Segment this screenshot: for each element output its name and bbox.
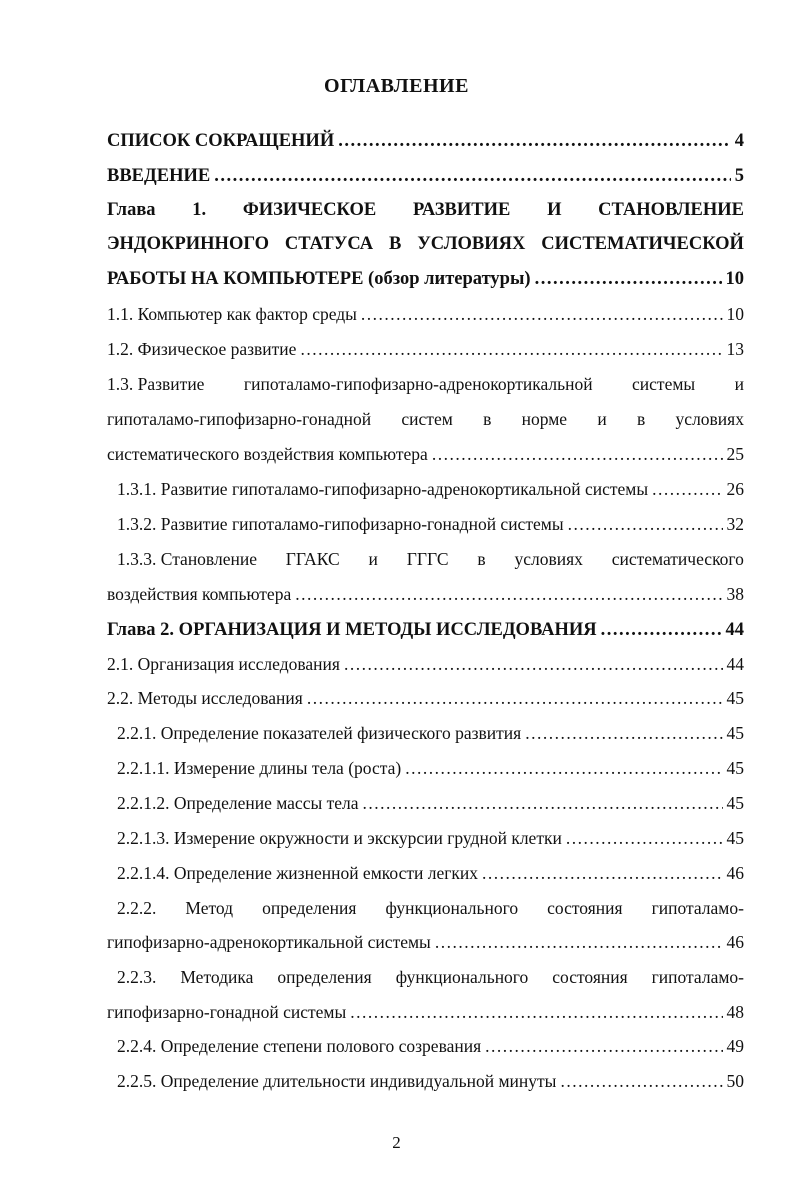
toc-entry-text: 1.2. Физическое развитие [107,339,297,359]
leader-dots [214,163,731,189]
toc-entry-text: 2.2.1.2. Определение массы тела [117,793,359,813]
leader-dots [601,617,722,643]
toc-entry [107,336,744,362]
toc-entry [117,1068,744,1094]
toc-entry-text: систематического воздействия компьютера [107,444,428,464]
toc-entry-text: 2.2.5. Определение длительности индивидуальной минуты [117,1071,557,1091]
toc-entry-text: 1.3.1. Развитие гипоталамо-гипофизарно-адренокортикальной системы [117,479,649,499]
word: СТАНОВЛЕНИЕ [598,200,744,220]
toc-entry [107,999,744,1025]
word: И [547,200,562,220]
toc-entry-page: 5 [734,166,744,186]
toc-entry-page: 38 [726,584,744,604]
leader-dots [432,441,723,467]
toc-entry-wrapped [117,895,744,921]
toc-entry-text: 2.2.1.3. Измерение окружности и экскурсии грудной клетки [117,828,562,848]
word: 1. [192,200,207,220]
page-number: 2 [392,1133,401,1152]
page-title: ОГЛАВЛЕНИЕ [324,75,469,97]
leader-dots [338,128,731,154]
toc-entry-page: 48 [726,1002,744,1022]
toc-entry-page: 45 [726,758,744,778]
word: условиях [514,549,583,569]
word: состояния [552,967,628,987]
toc-entry-wrapped [107,231,744,257]
word: В [389,234,402,254]
word: Метод [185,898,234,918]
toc-entry-page: 32 [726,514,744,534]
toc-entry [107,617,744,643]
toc-entry-page: 4 [734,131,744,151]
toc-entry [107,128,744,154]
toc-entry-text: СПИСОК СОКРАЩЕНИЙ [107,131,335,151]
word: гипоталамо-гипофизарно-адренокортикальной [243,374,593,394]
leader-dots [525,720,722,746]
leader-dots [361,301,723,327]
toc-entry [117,755,744,781]
leader-dots [482,860,722,886]
word: Методика [180,967,254,987]
toc-entry-page: 25 [726,444,744,464]
leader-dots [363,790,723,816]
toc-entry-page: 50 [726,1071,744,1091]
word: условиях [675,409,744,429]
word: 2.2.2. [117,898,157,918]
leader-dots [485,1033,722,1059]
word: состояния [547,898,623,918]
toc-entry-text: РАБОТЫ НА КОМПЬЮТЕРЕ (обзор литературы) [107,269,531,289]
toc-entry-text: Глава 2. ОРГАНИЗАЦИЯ И МЕТОДЫ ИССЛЕДОВАНИЯ [107,620,597,640]
leader-dots [295,581,722,607]
toc-entry [117,511,744,537]
toc-entry [117,825,744,851]
toc-entry-text: 2.1. Организация исследования [107,654,340,674]
toc-entry-wrapped [107,406,744,432]
word: и [368,549,378,569]
word: ФИЗИЧЕСКОЕ [242,200,377,220]
leader-dots [560,1068,722,1094]
word: функционального [385,898,519,918]
toc-entry [117,720,744,746]
toc-entry-text: 1.3.2. Развитие гипоталамо-гипофизарно-гонадной системы [117,514,564,534]
toc-entry [107,441,744,467]
word: определения [277,967,372,987]
toc-entry-page: 49 [726,1036,744,1056]
toc-entry-text: гипофизарно-гонадной системы [107,1002,347,1022]
word: и [734,374,744,394]
word: УСЛОВИЯХ [417,234,526,254]
word: в [483,409,492,429]
toc-entry-page: 45 [726,723,744,743]
toc-entry-text: 2.2.1. Определение показателей физического развития [117,723,522,743]
leader-dots [405,755,722,781]
word: в [477,549,486,569]
toc-entry-page: 44 [726,654,744,674]
toc-entry-page: 46 [726,863,744,883]
word: 2.2.3. [117,967,157,987]
word: системы [632,374,696,394]
word: ЭНДОКРИННОГО [107,234,270,254]
word: 1.3. Развитие [107,374,205,394]
toc-entry-page: 10 [726,304,744,324]
toc-entry-page: 46 [726,932,744,952]
toc-entry-wrapped [107,197,744,223]
toc-entry-text: 1.1. Компьютер как фактор среды [107,304,357,324]
toc-entry [117,476,744,502]
toc-entry-text: 2.2. Методы исследования [107,688,303,708]
word: СТАТУСА [284,234,374,254]
leader-dots [307,685,723,711]
toc-entry-text: воздействия компьютера [107,584,292,604]
leader-dots [566,825,723,851]
word: ГГАКС [285,549,340,569]
toc-entry-text: гипофизарно-адренокортикальной системы [107,932,431,952]
toc-entry [107,685,744,711]
word: РАЗВИТИЕ [412,200,511,220]
word: гипоталамо- [651,898,744,918]
toc-entry-page: 45 [726,688,744,708]
toc-entry-wrapped [107,371,744,397]
word: в [637,409,646,429]
toc-entry-text: ВВЕДЕНИЕ [107,166,211,186]
toc-entry-page: 13 [726,339,744,359]
toc-entry-wrapped [117,546,744,572]
toc-entry [107,266,744,292]
leader-dots [344,651,723,677]
toc-entry [107,581,744,607]
toc-entry [117,1033,744,1059]
leader-dots [568,511,723,537]
toc-entry-wrapped [117,964,744,990]
leader-dots [350,999,722,1025]
word: определения [262,898,357,918]
leader-dots [435,929,723,955]
toc-entry [107,651,744,677]
word: 1.3.3. Становление [117,549,257,569]
leader-dots [535,266,722,292]
toc-entry [107,163,744,189]
toc-entry-text: 2.2.1.1. Измерение длины тела (роста) [117,758,402,778]
toc-entry-page: 10 [725,269,744,289]
leader-dots [652,476,722,502]
word: СИСТЕМАТИЧЕСКОЙ [541,234,744,254]
toc-entry-page: 45 [726,828,744,848]
word: систем [401,409,453,429]
word: и [597,409,607,429]
toc-entry-page: 44 [725,620,744,640]
toc-entry [107,929,744,955]
word: гипоталамо- [651,967,744,987]
toc-entry-text: 2.2.1.4. Определение жизненной емкости легких [117,863,479,883]
word: норме [521,409,568,429]
word: функционального [395,967,529,987]
toc-entry-text: 2.2.4. Определение степени полового созревания [117,1036,482,1056]
toc-entry [107,301,744,327]
word: ГГГС [406,549,449,569]
toc-entry-page: 26 [726,479,744,499]
word: Глава [107,200,156,220]
word: систематического [611,549,744,569]
toc-entry [117,860,744,886]
leader-dots [300,336,722,362]
toc-entry [117,790,744,816]
word: гипоталамо-гипофизарно-гонадной [107,409,372,429]
toc-entry-page: 45 [726,793,744,813]
